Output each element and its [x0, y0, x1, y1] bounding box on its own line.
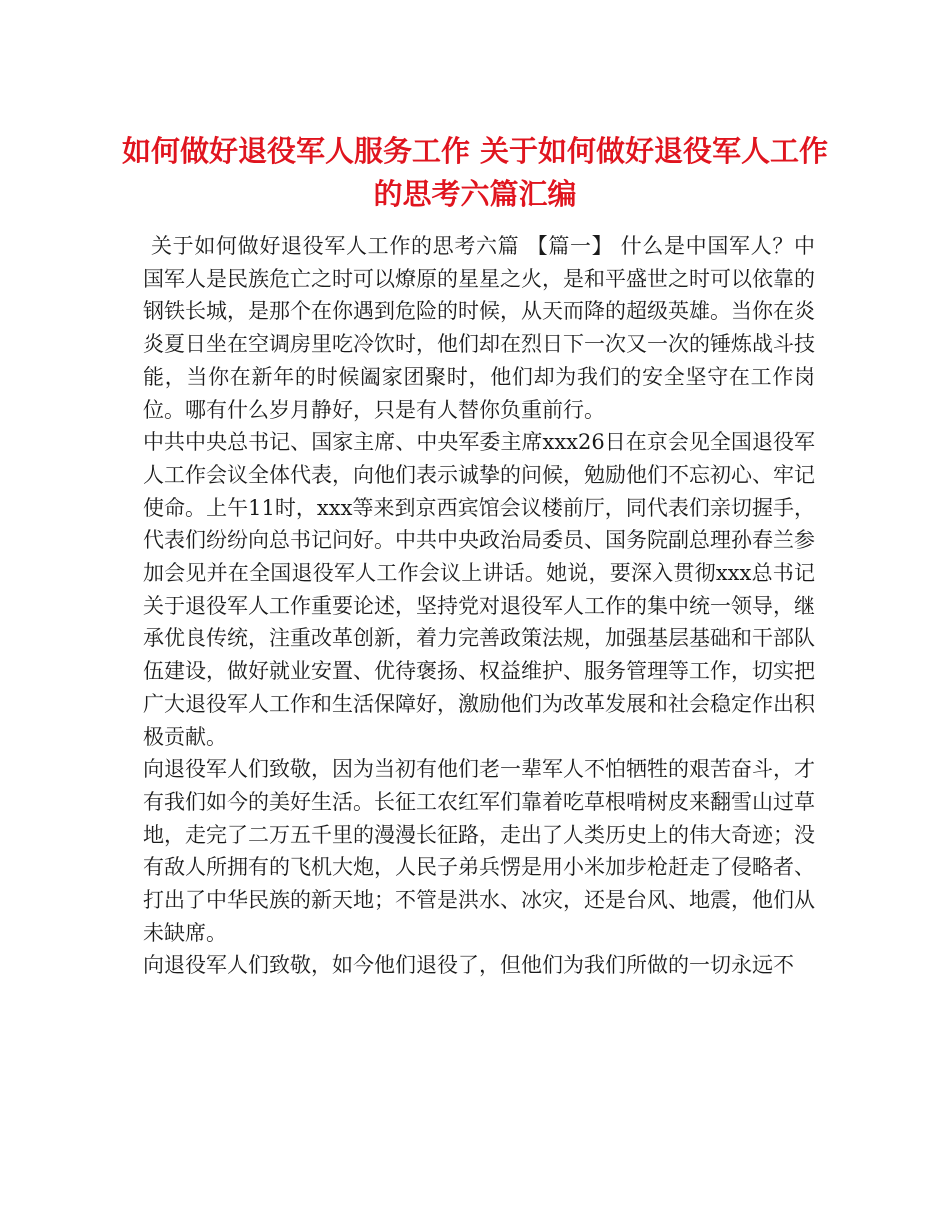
paragraph-3: 向退役军人们致敬，因为当初有他们老一辈军人不怕牺牲的艰苦奋斗，才有我们如今的美好生活。长征工农红军们靠着吃草根啃树皮来翻雪山过草地，走完了二万五千里的漫漫长征路，走出了人类历史上的伟大奇迹；没有敌人所拥有的飞机大炮，人民子弟兵愣是用小米加步枪赶走了侵略者、打出了中华民族的新天地；不管是洪水、冰灾，还是台风、地震，他们从未缺席。 — [143, 757, 815, 945]
document-body — [143, 230, 815, 982]
paragraph-4: 向退役军人们致敬，如今他们退役了，但他们为我们所做的一切永远不 — [143, 953, 794, 978]
document-title: 如何做好退役军人服务工作 关于如何做好退役军人工作的思考六篇汇编 — [121, 134, 829, 211]
paragraph-2: 中共中央总书记、国家主席、中央军委主席xxx26日在京会见全国退役军人工作会议全体代表，向他们表示诚挚的问候，勉励他们不忘初心、牢记使命。上午11时，xxx等来到京西宾馆会议楼前厅，同代表们亲切握手，代表们纷纷向总书记问好。中共中央政治局委员、国务院副总理孙春兰参加会见并在全国退役军人工作会议上讲话。她说，要深入贯彻xxx总书记关于退役军人工作重要论述，坚持党对退役军人工作的集中统一领导，继承优良传统，注重改革创新，着力完善政策法规，加强基层基础和干部队伍建设，做好就业安置、优待褒扬、权益维护、服务管理等工作，切实把广大退役军人工作和生活保障好，激励他们为改革发展和社会稳定作出积极贡献。 — [143, 430, 815, 749]
paragraph-1: 关于如何做好退役军人工作的思考六篇 【篇一】 什么是中国军人？中国军人是民族危亡之时可以燎原的星星之火，是和平盛世之时可以依靠的钢铁长城，是那个在你遇到危险的时候，从天而降的超级英雄。当你在炎炎夏日坐在空调房里吃冷饮时，他们却在烈日下一次又一次的锤炼战斗技能，当你在新年的时候阖家团聚时，他们却为我们的安全坚守在工作岗位。哪有什么岁月静好，只是有人替你负重前行。 — [143, 234, 815, 422]
